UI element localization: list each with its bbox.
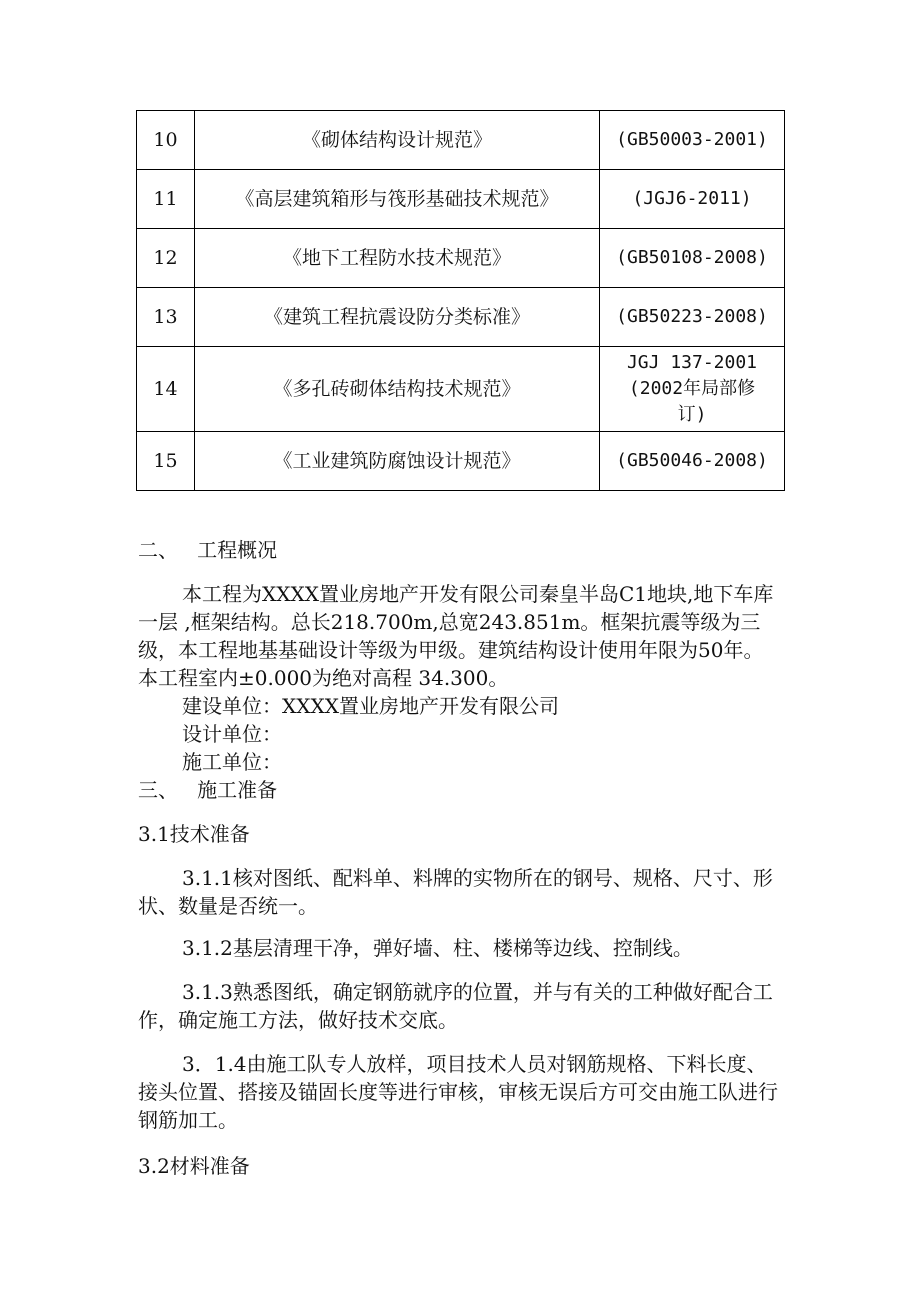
table-row — [137, 229, 785, 288]
row-number: 15 — [137, 432, 195, 491]
standard-name: 《高层建筑箱形与筏形基础技术规范》 — [195, 170, 600, 229]
row-number: 12 — [137, 229, 195, 288]
standards-table — [136, 110, 785, 491]
standard-code: (GB50003-2001) — [600, 111, 785, 170]
standard-name: 《地下工程防水技术规范》 — [195, 229, 600, 288]
project-overview-paragraph: 本工程为XXXX置业房地产开发有限公司秦皇半岛C1地块,地下车库一层 ,框架结构。总长218.700m,总宽243.851m。框架抗震等级为三级，本工程地基基础设计等级为甲级。建筑结构设计使用年限为50年。本工程室内±0.000为绝对高程 34.300。 — [138, 582, 774, 690]
section-heading-construction-prep: 三、 施工准备 — [138, 778, 278, 802]
row-number: 11 — [137, 170, 195, 229]
section-heading-project-overview: 二、 工程概况 — [138, 538, 278, 562]
standard-code: (JGJ6-2011) — [600, 170, 785, 229]
table-row — [137, 288, 785, 347]
standard-name: 《多孔砖砌体结构技术规范》 — [195, 347, 600, 432]
row-number: 10 — [137, 111, 195, 170]
standard-code — [600, 347, 785, 432]
table-row — [137, 432, 785, 491]
table-row — [137, 347, 785, 432]
row-number: 13 — [137, 288, 195, 347]
standard-code-line: JGJ 137-2001 — [626, 352, 758, 373]
builder-line: 建设单位：XXXX置业房地产开发有限公司 — [182, 694, 559, 718]
subsection-heading-technical-prep: 3.1技术准备 — [138, 822, 250, 846]
standard-code: (GB50046-2008) — [600, 432, 785, 491]
standard-code-line: 订) — [677, 404, 707, 425]
item-3-1-1: 3.1.1核对图纸、配料单、料牌的实物所在的钢号、规格、尺寸、形状、数量是否统一。 — [138, 866, 773, 918]
subsection-heading-material-prep: 3.2材料准备 — [138, 1154, 250, 1178]
designer-line: 设计单位： — [182, 722, 282, 746]
row-number: 14 — [137, 347, 195, 432]
standard-code-line: (2002年局部修 — [628, 378, 756, 399]
standard-name: 《工业建筑防腐蚀设计规范》 — [195, 432, 600, 491]
standard-name: 《砌体结构设计规范》 — [195, 111, 600, 170]
table-row — [137, 170, 785, 229]
item-3-1-4: 3．1.4由施工队专人放样，项目技术人员对钢筋规格、下料长度、接头位置、搭接及锚固长度等进行审核，审核无误后方可交由施工队进行钢筋加工。 — [138, 1052, 778, 1132]
standard-code: (GB50223-2008) — [600, 288, 785, 347]
item-3-1-2: 3.1.2基层清理干净，弹好墙、柱、楼梯等边线、控制线。 — [182, 936, 693, 960]
item-3-1-3: 3.1.3熟悉图纸，确定钢筋就序的位置，并与有关的工种做好配合工作，确定施工方法，做好技术交底。 — [138, 980, 773, 1032]
standard-code: (GB50108-2008) — [600, 229, 785, 288]
standard-name: 《建筑工程抗震设防分类标准》 — [195, 288, 600, 347]
constructor-line: 施工单位： — [182, 750, 282, 774]
table-row — [137, 111, 785, 170]
